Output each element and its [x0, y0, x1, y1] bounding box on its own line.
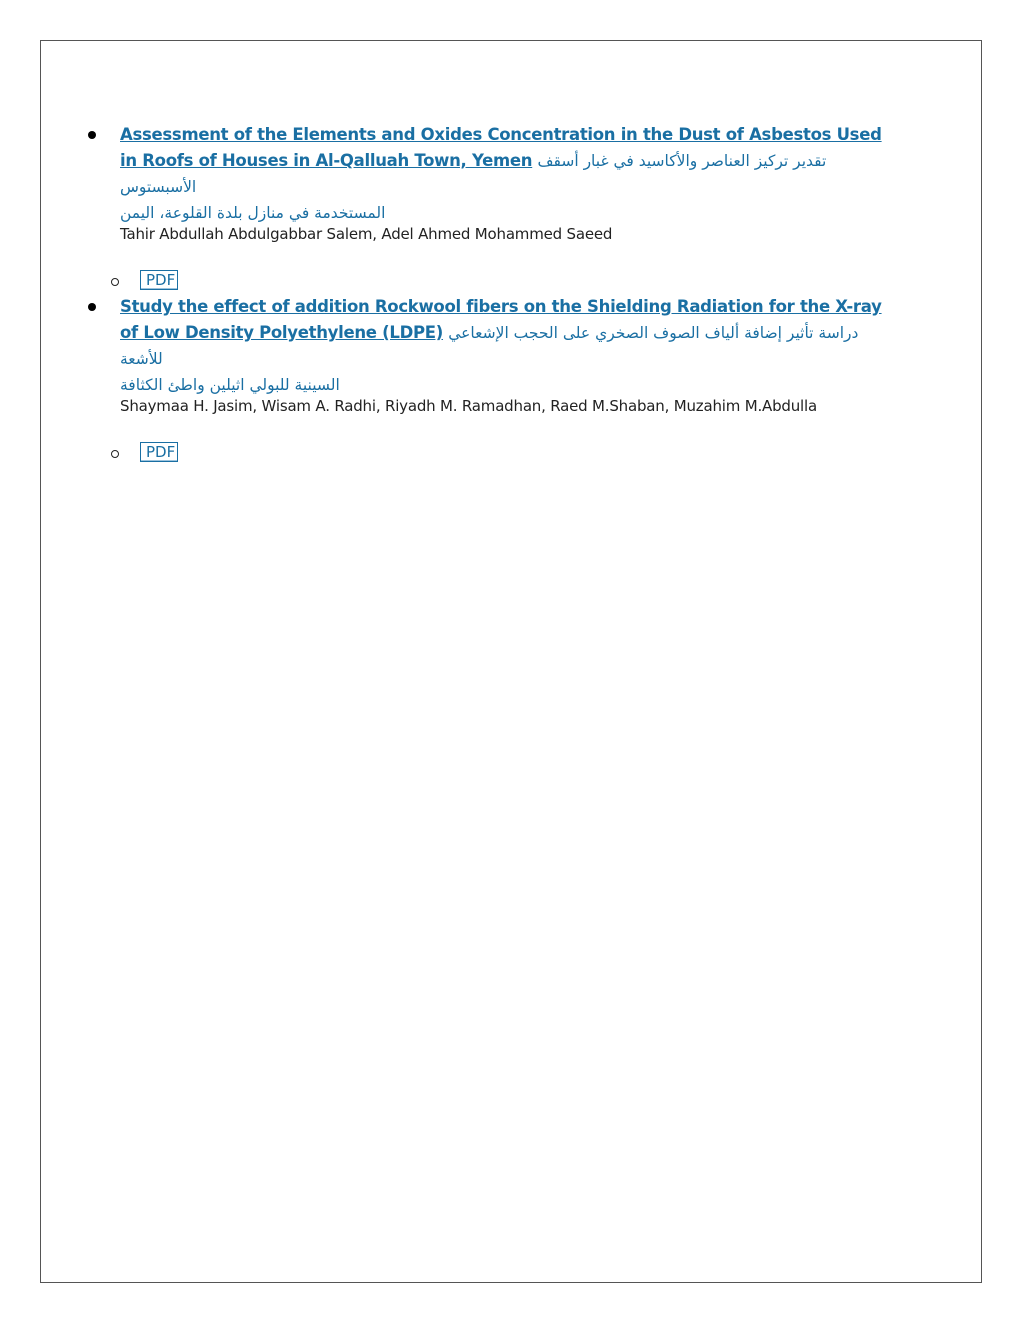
article-title-block — [120, 122, 890, 226]
article-arabic-title: دراسة تأثير إضافة ألياف الصوف الصخري على الحجب الإشعاعي للأشعة — [120, 324, 859, 368]
pdf-download-link[interactable]: PDF — [140, 270, 178, 290]
circle-bullet-icon — [111, 450, 119, 458]
article-arabic-title-continued: السينية للبولي اثيلين واطئ الكثافة — [120, 376, 340, 394]
bullet-icon — [88, 303, 96, 311]
article-arabic-title: تقدير تركيز العناصر والأكاسيد في غبار أسقف الأسبستوس — [120, 152, 827, 196]
circle-bullet-icon — [111, 278, 119, 286]
article-title-block — [120, 294, 890, 398]
pdf-download-link[interactable]: PDF — [140, 442, 178, 462]
article-title-link[interactable]: Study the effect of addition Rockwool fibers on the Shielding Radiation for the X-ray of Low Density Polyethylene (LDPE) — [120, 297, 882, 342]
article-arabic-title-continued: المستخدمة في منازل بلدة القلوعة، اليمن — [120, 204, 386, 222]
article-title-link[interactable]: Assessment of the Elements and Oxides Concentration in the Dust of Asbestos Used in Roofs of Houses in Al-Qalluah Town, Yemen — [120, 125, 882, 170]
bullet-icon — [88, 131, 96, 139]
article-authors: Shaymaa H. Jasim, Wisam A. Radhi, Riyadh M. Ramadhan, Raed M.Shaban, Muzahim M.Abdulla — [120, 397, 817, 415]
article-authors: Tahir Abdullah Abdulgabbar Salem, Adel Ahmed Mohammed Saeed — [120, 225, 613, 243]
